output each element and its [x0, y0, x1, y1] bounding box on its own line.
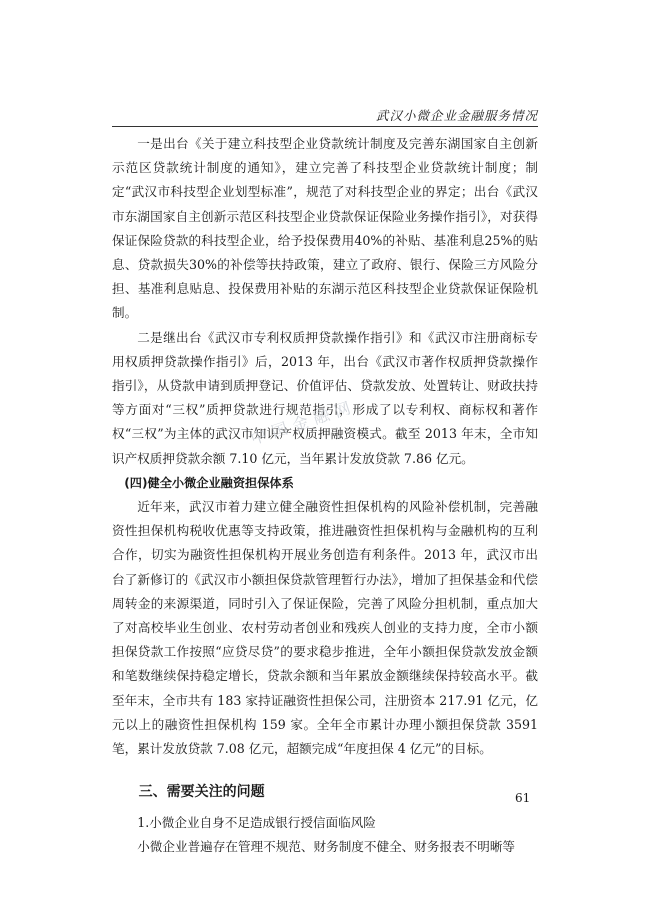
watermark: 中国金融网 — [248, 396, 359, 449]
paragraph-4: 小微企业普遍存在管理不规范、财务制度不健全、财务报表不明晰等 — [137, 839, 515, 855]
paragraph-1: 一是出台《关于建立科技型企业贷款统计制度及完善东湖国家自主创新示范区贷款统计制度的通知》，建立完善了科技型企业贷款统计制度；制定“武汉市科技型企业划型标准”，规范了对科技型企业的界定；出台《武汉市东湖国家自主创新示范区科技型企业贷款保证保险业务操作指引》，对获得保证保险贷款的科技型企业，给予投保费用40%的补贴、基准利息25%的贴息、贷款损失30%的补偿等扶持政策，建立了政府、银行、保险三方风险分担、基准利息贴息、投保费用补贴的东湖示范区科技型企业贷款保证保险机制。 — [112, 136, 538, 321]
paragraph-2: 二是继出台《武汉市专利权质押贷款操作指引》和《武汉市注册商标专用权质押贷款操作指引》后，2013 年，出台《武汉市著作权质押贷款操作指引》，从贷款申请到质押登记、价值评估、贷款发放、处置转让、财政扶持等方面对“三权”质押贷款进行规范指引，形成了以专利权、商标权和著作权“三权”为主体的武汉市知识产权质押融资模式。截至 2013 年末，全市知识产权质押贷款余额 7.10 亿元，当年累计发放贷款 7.86 亿元。 — [112, 329, 538, 466]
subsection-heading: (四)健全小微企业融资担保体系 — [124, 475, 294, 490]
running-header: 武汉小微企业金融服务情况 — [375, 108, 538, 123]
header-rule — [112, 126, 538, 127]
page-number: 61 — [515, 791, 531, 805]
body-text — [112, 132, 538, 860]
paragraph-3: 近年来，武汉市着力建立健全融资性担保机构的风险补偿机制，完善融资性担保机构税收优惠等支持政策，推进融资性担保机构与金融机构的互利合作，切实为融资性担保机构开展业务创造有利条件。2013 年，武汉市出台了新修订的《武汉市小额担保贷款管理暂行办法》，增加了担保基金和代偿周转金的来源渠道，同时引入了保证保险，完善了风险分担机制，重点加大了对高校毕业生创业、农村劳动者创业和残疾人创业的支持力度，全市小额担保贷款工作按照“应贷尽贷”的要求稳步推进，全年小额担保贷款发放金额和笔数继续保持稳定增长，贷款余额和当年累放金额继续保持较高水平。截至年末，全市共有 183 家持证融资性担保公司，注册资本 217.91 亿元，亿元以上的融资性担保机构 159 家。全年全市累计办理小额担保贷款 3591 笔，累计发放贷款 7.08 亿元，超额完成“年度担保 4 亿元”的目标。 — [112, 499, 538, 757]
section-heading: 三、需要关注的问题 — [138, 784, 265, 801]
item-heading: 1.小微企业自身不足造成银行授信面临风险 — [137, 815, 376, 831]
